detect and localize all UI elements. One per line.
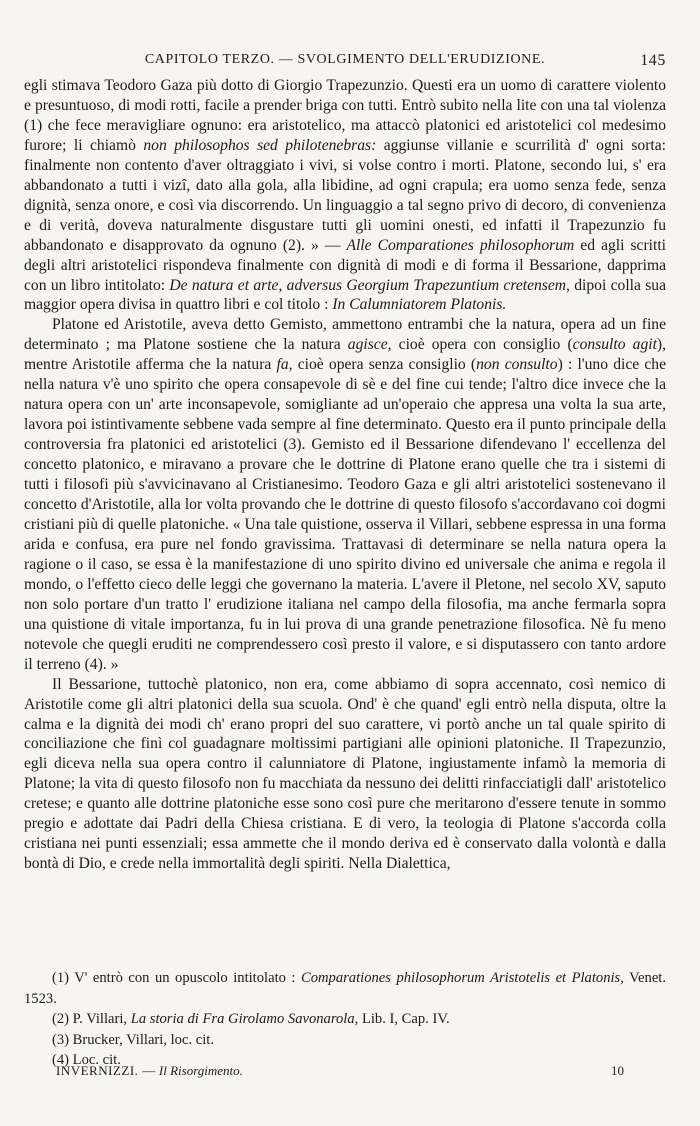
text-run: ), mentre Aristotile afferma che la natura [24,336,666,374]
footnotes [24,968,666,1071]
italic-run: La storia di Fra Girolamo Savonarola, [130,1011,359,1027]
running-head [24,52,666,74]
footnote-2 [24,1009,666,1030]
paragraph-2 [24,315,666,674]
text-run: ) : l'uno dice che nella natura v'è uno spirito che opera consapevole di sè e del fine cui tende; l'altro dice invece che la natura opera con un' arte inconsapevole, somigliante ad un'operaio che appresa una volta la sua arte, lavora poi istintivamente sebbene vada sempre al fine determinato. Questo era il punto principale della controversia fra platonici ed aristotelici (3). Gemisto ed il Bessarione difendevano l' eccellenza del concetto platonico, e miravano a provare che le dottrine di Platone erano quelle che tra i sistemi di tutti i filosofi più s'avvicinavano al Cristianesimo. Teodoro Gaza e gli altri aristotelici sostenevano il concetto d'Aristotile, alla lor volta provando che le dottrine di questo filosofo s'accordavano coi dogmi cristiani più di quelle platoniche. « Una tale quistione, osserva il Villari, sebbene espressa in una forma arida e confusa, era pure nel fondo gravissima. Trattavasi di determinare se nella natura opera la ragione o il caso, se essa è la manifestazione di uno spirito divino ed universale che anima e regola il mondo, o l'effetto cieco delle leggi che governano la materia. L'avere il Pletone, nel secolo XV, saputo non solo portare d'un tratto l' erudizione italiana nel campo della filosofia, ma anche fermarla sopra una quistione di vitale importanza, fu in lui prova di una grande penetrazione filosofica. Nè fu meno notevole che quegli eruditi ne comprendessero così presto il valore, e si disputassero con tanto ardore il terreno (4). » [24,356,666,673]
paragraph-1 [24,76,666,315]
text-run: Lib. I, Cap. IV. [358,1011,450,1027]
italic-run: fa, [276,356,293,374]
text-run: Il Bessarione, tuttochè platonico, non era, come abbiamo di sopra accennato, così nemico di Aristotile come gli altri platonici della sua scuola. Ond' è che quand' egli entrò nella disputa, oltre la calma e la dignità dei modi ch' erano propri del suo carattere, vi portò anche un tal quale spirito di conciliazione che finì col guadagnare moltissimi partigiani alle opinioni platoniche. Il Trapezunzio, egli diceva nella sua opera contro il calunniatore di Platone, ingiustamente infamò la memoria di Platone; la vita di questo filosofo non fu macchiata da nessuno dei delitti rinfacciatigli dall' aristotelico cretese; e quanto alle dottrine platoniche esse sono così pure che meritarono d'essere tenute in sommo pregio e adottate dai Padri della Chiesa cristiana. E di vero, la teologia di Platone s'accorda colla cristiana nei punti essenziali; essa ammette che il mondo deriva ed è conservato dalla volontà e dalla bontà di Dio, e crede nella immortalità degli spiriti. Nella Dialettica, [24,675,666,873]
text-run: ed agli scritti degli altri aristotelici rispondeva finalmente con dignità di modi e di forma il Bessarione, dapprima con un libro intitolato: [24,236,667,294]
text-run: egli stimava Teodoro Gaza più dotto di Giorgio Trapezunzio. Questi era un uomo di carattere violento e presuntuoso, di modi rotti, facile a prender briga con tutti. Entrò subito nella lite con una tal violenza (1) che fece meravigliare ognuno: era aristotelico, ma attaccò platonici ed aristotelici col medesimo furore; li chiamò [24,77,666,154]
body-text [24,76,666,874]
text-run: dipoi colla sua maggior opera divisa in quattro libri e col titolo : [24,276,666,314]
page-number: 145 [640,52,666,69]
italic-run: In Calumniatorem Platonis. [332,296,507,314]
footnote-1 [24,968,666,1009]
italic-run: non philosophos sed philotenebras: [143,136,377,154]
text-run: Venet. 1523. [24,970,666,1007]
italic-run: Comparationes philosophorum Aristotelis et Platonis, [300,970,624,986]
text-run: Platone ed Aristotile, aveva detto Gemisto, ammettono entrambi che la natura, opera ad un fine determinato ; ma Platone sostiene che la natura [24,316,666,354]
italic-run: non consulto [476,356,558,374]
running-title: CAPITOLO TERZO. — SVOLGIMENTO DELL'ERUDIZIONE. [144,52,546,67]
text-run: cioè opera con consiglio ( [391,336,573,354]
text-run: (1) V' entrò con un opuscolo intitolato : [52,970,301,986]
text-run: cioè opera senza consiglio ( [292,356,477,374]
italic-run: agisce, [347,336,392,354]
footer-author: INVERNIZZI. — [56,1063,156,1078]
footnote-3: (3) Brucker, Villari, loc. cit. [52,1031,214,1048]
italic-run: Alle Comparationes philosophorum [346,236,575,254]
italic-run: De natura et arte, adversus Georgium Trapezuntium cretensem, [169,276,570,294]
text-run: (2) P. Villari, [52,1011,131,1027]
footer-work-title: Il Risorgimento. [158,1063,243,1078]
italic-run: consulto agit [572,336,657,354]
page-footer [56,1063,666,1081]
signature-mark: 10 [611,1063,624,1078]
paragraph-3 [24,675,666,875]
footnote-4: (4) Loc. cit. [52,1052,121,1068]
text-run: aggiunse villanie e scurrilità d' ogni sorta: finalmente non contento d'aver oltraggiato i vivi, si volse contro i morti. Platone, secondo lui, s' era abbandonato a tutti i vizî, dato alla gola, alla libidine, ad ogni crapula; era uomo senza fede, senza dignità, senza onore, e così via discorrendo. Un linguaggio a tal segno privo di decoro, di convenienza e di verità, doveva naturalmente disgustare tutti gli uomini onesti, ed infatti il Trapezunzio fu abbandonato e disapprovato da ognuno (2). » — [24,136,666,254]
